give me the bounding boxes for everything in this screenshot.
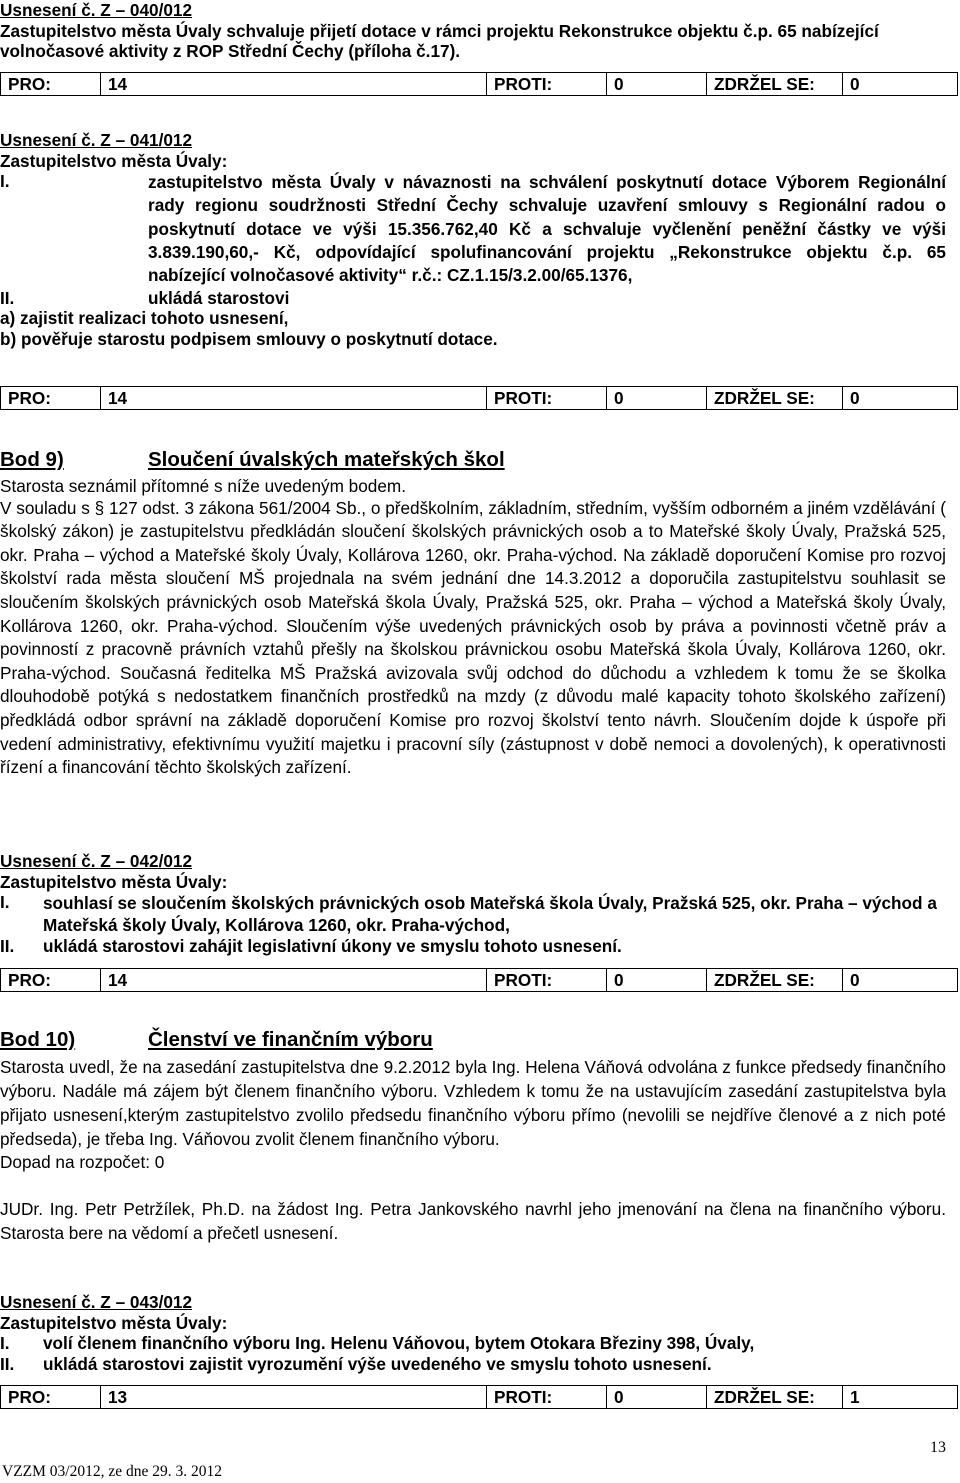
pro-count: 13 bbox=[101, 1386, 487, 1409]
proti-count: 0 bbox=[607, 1386, 707, 1409]
agenda-item-10-heading bbox=[0, 1028, 946, 1052]
pro-label: PRO: bbox=[1, 1386, 101, 1409]
vote-table bbox=[0, 386, 958, 410]
item-text: volí členem finančního výboru Ing. Helenu Váňovou, bytem Otokara Březiny 398, Úvaly, bbox=[43, 1333, 755, 1354]
zdrzel-count: 0 bbox=[843, 387, 958, 410]
pro-count: 14 bbox=[101, 387, 487, 410]
item-text: ukládá starostovi bbox=[148, 287, 290, 308]
resolution-040 bbox=[0, 0, 946, 62]
proti-label: PROTI: bbox=[487, 969, 607, 992]
resolution-title: Usnesení č. Z – 042/012 bbox=[0, 851, 193, 871]
resolution-043 bbox=[0, 1292, 946, 1374]
resolution-042 bbox=[0, 851, 946, 957]
proti-label: PROTI: bbox=[487, 1386, 607, 1409]
agenda-item-10-body bbox=[0, 1055, 946, 1245]
item-text: ukládá starostovi zajistit vyrozumění výše uvedeného ve smyslu tohoto usnesení. bbox=[43, 1353, 712, 1374]
item-text: ukládá starostovi zahájit legislativní úkony ve smyslu tohoto usnesení. bbox=[43, 936, 622, 957]
resolution-title: Usnesení č. Z – 043/012 bbox=[0, 1292, 193, 1312]
zdrzel-count: 0 bbox=[843, 969, 958, 992]
agenda-text: V souladu s § 127 odst. 3 zákona 561/2004 Sb., o předškolním, základním, středním, vyšším odborném a jiném vzdělávání ( školský zákon) je zastupitelstvu předkládán sloučení školských právnických osob a to Mateřské školy Úvaly, Pražská 525, okr. Praha – východ a Mateřské školy Úvaly, Kollárova 1260, okr. Praha-východ. Na základě doporučení Komise pro rozvoj školství rada města sloučení MŠ projednala na svém jednání dne 14.3.2012 a doporučila zastupitelstvu souhlasit se sloučením školských právnických osob Mateřská škola Úvaly, Pražská 525, okr. Praha – východ a Mateřská školy Úvaly, Kollárova 1260, okr. Praha-východ. Sloučením výše uvedených právnických osob by práva a povinnosti včetně práv a povinností z pracovně právních vztahů přešly na školskou právnickou osobu Mateřská škola Úvaly, Kollárova 1260, okr. Praha-východ. Současná ředitelka MŠ Pražská avizovala svůj odchod do důchodu a vzhledem k tomu že se školka dlouhodobě potýká s nedostatkem finančních prostředků na mzdy (z důvodu malé kapacity tohoto školského zařízení) předkládá odbor správní na základě doporučení Komise pro rozvoj školství tento návrh. Sloučením dojde k úspoře při vedení administrativy, efektivnímu využití majetku i pracovní síly (zástupnost v době nemoci a dovolených), k operativnosti řízení a financování těchto školských zařízení. bbox=[0, 497, 946, 778]
pro-label: PRO: bbox=[1, 73, 101, 96]
resolution-body: Zastupitelstvo města Úvaly: bbox=[0, 150, 228, 171]
item-number: I. bbox=[0, 1333, 10, 1354]
pro-label: PRO: bbox=[1, 387, 101, 410]
footer-text: VZZM 03/2012, ze dne 29. 3. 2012 bbox=[2, 1463, 222, 1480]
resolution-title: Usnesení č. Z – 040/012 bbox=[0, 0, 193, 20]
sub-item-b: b) pověřuje starostu podpisem smlouvy o poskytnutí dotace. bbox=[0, 328, 498, 349]
agenda-item-number: Bod 10) bbox=[0, 1028, 76, 1051]
item-text: zastupitelstvo města Úvaly v návaznosti na schválení poskytnutí dotace Výborem Regionální rady regionu soudržnosti Střední Čechy schvaluje uzavření smlouvy s Regionální radou o poskytnutí dotace ve výši 15.356.762,40 Kč a schvaluje vyčlenění peněžní částky ve výši 3.839.190,60,- Kč, odpovídající spolufinancování projektu „Rekonstrukce objektu č.p. 65 nabízející volnočasové aktivity“ r.č.: CZ.1.15/3.2.00/65.1376, bbox=[148, 172, 946, 286]
resolution-041 bbox=[0, 130, 946, 349]
item-number: II. bbox=[0, 1353, 15, 1374]
agenda-item-9-body bbox=[0, 476, 946, 780]
zdrzel-count: 0 bbox=[843, 73, 958, 96]
agenda-item-number: Bod 9) bbox=[0, 448, 64, 471]
resolution-body: Zastupitelstvo města Úvaly: bbox=[0, 1312, 228, 1333]
proti-count: 0 bbox=[607, 969, 707, 992]
vote-table bbox=[0, 968, 958, 992]
budget-impact: Dopad na rozpočet: 0 bbox=[0, 1152, 165, 1172]
agenda-item-title: Sloučení úvalských mateřských škol bbox=[148, 448, 505, 471]
proti-count: 0 bbox=[607, 387, 707, 410]
zdrzel-label: ZDRŽEL SE: bbox=[707, 73, 843, 96]
agenda-intro: Starosta seznámil přítomné s níže uvedeným bodem. bbox=[0, 476, 407, 496]
vote-table bbox=[0, 72, 958, 96]
item-text: souhlasí se sloučením školských právnických osob Mateřská škola Úvaly, Pražská 525, okr. Praha – východ a Mateřská školy Úvaly, Kollárova 1260, okr. Praha-východ, bbox=[43, 893, 937, 936]
pro-label: PRO: bbox=[1, 969, 101, 992]
proti-label: PROTI: bbox=[487, 387, 607, 410]
item-number: II. bbox=[0, 936, 15, 957]
zdrzel-label: ZDRŽEL SE: bbox=[707, 387, 843, 410]
item-number: I. bbox=[0, 171, 10, 192]
proti-label: PROTI: bbox=[487, 73, 607, 96]
vote-table bbox=[0, 1385, 958, 1409]
pro-count: 14 bbox=[101, 73, 487, 96]
resolution-text: Zastupitelstvo města Úvaly schvaluje přijetí dotace v rámci projektu Rekonstrukce objektu č.p. 65 nabízející volnočasové aktivity z ROP Střední Čechy (příloha č.17). bbox=[0, 20, 879, 62]
agenda-text-2: JUDr. Ing. Petr Petržílek, Ph.D. na žádost Ing. Petra Jankovského navrhl jeho jmenování na člena na finančního výboru. Starosta bere na vědomí a přečetl usnesení. bbox=[0, 1198, 946, 1243]
agenda-item-title: Členství ve finančním výboru bbox=[148, 1028, 433, 1051]
resolution-body: Zastupitelstvo města Úvaly: bbox=[0, 871, 228, 892]
proti-count: 0 bbox=[607, 73, 707, 96]
agenda-item-9-heading bbox=[0, 448, 946, 472]
zdrzel-label: ZDRŽEL SE: bbox=[707, 1386, 843, 1409]
resolution-title: Usnesení č. Z – 041/012 bbox=[0, 130, 193, 150]
agenda-text: Starosta uvedl, že na zasedání zastupitelstva dne 9.2.2012 byla Ing. Helena Váňová odvolána z funkce předsedy finančního výboru. Nadále má zájem být členem finančního výboru. Vzhledem k tomu že na ustavujícím zasedání zastupitelstva byla přijato usnesení,kterým zastupitelstvo zvolilo předsedu finančního výboru přímo (nevolili se nejdříve členové a z nich poté předseda), je třeba Ing. Váňovou zvolit členem finančního výboru. bbox=[0, 1057, 946, 1149]
zdrzel-label: ZDRŽEL SE: bbox=[707, 969, 843, 992]
sub-item-a: a) zajistit realizaci tohoto usnesení, bbox=[0, 308, 289, 329]
item-number: II. bbox=[0, 287, 15, 308]
item-number: I. bbox=[0, 892, 10, 913]
page-number: 13 bbox=[930, 1439, 946, 1456]
zdrzel-count: 1 bbox=[843, 1386, 958, 1409]
pro-count: 14 bbox=[101, 969, 487, 992]
